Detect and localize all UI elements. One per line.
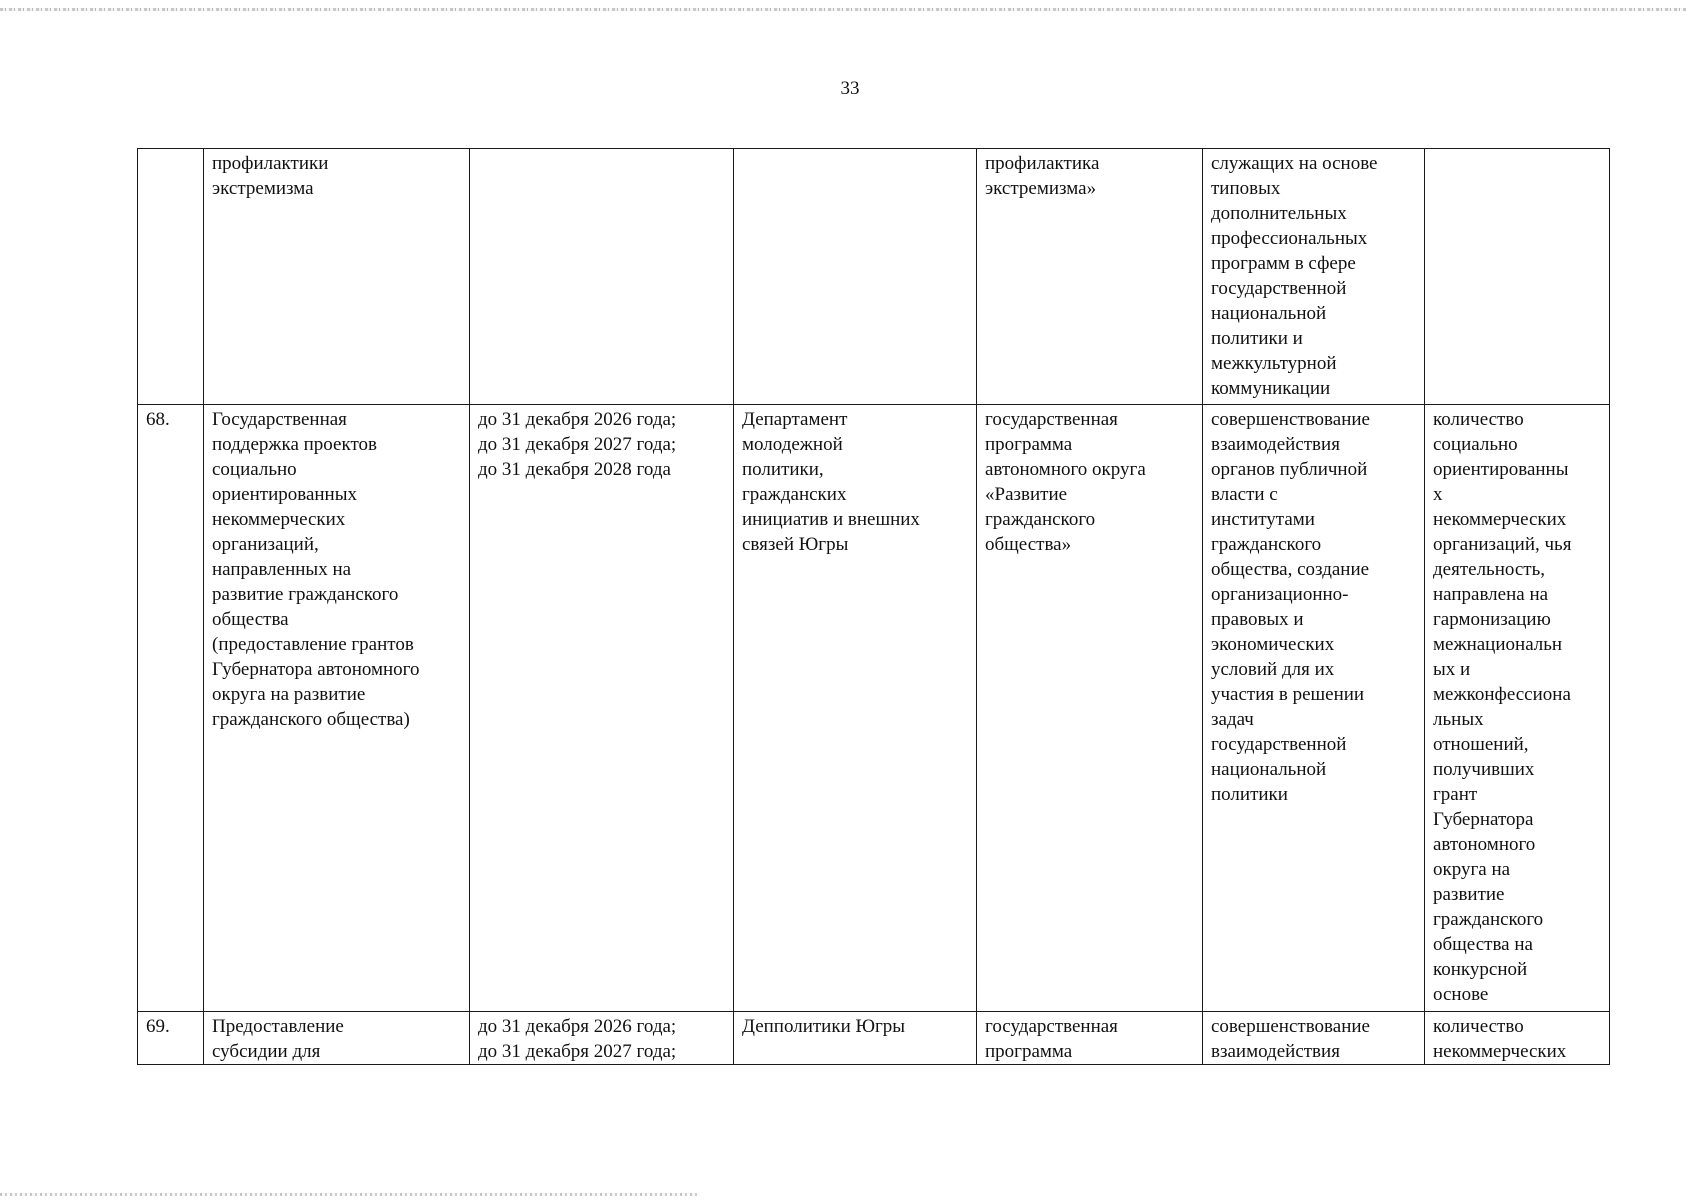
cell-line: профессиональных [1211,228,1368,249]
cell-line: общества, создание [1211,559,1370,580]
table-row [138,1012,1610,1065]
program-cell [977,1012,1203,1065]
cell-line: социально [1433,434,1518,455]
indicator-cell [1425,405,1610,1012]
cell-line: общества» [985,534,1072,555]
cell-line: типовых [1211,178,1281,199]
cell-line: совершенствование [1211,409,1370,430]
scan-edge-top [0,8,1686,11]
cell-line: деятельность, [1433,559,1546,580]
scan-edge-bottom [0,1193,700,1196]
cell-line: некоммерческих [1433,509,1567,530]
cell-line: общества [212,609,289,630]
cell-line: отношений, [1433,734,1529,755]
cell-line: правовых и [1211,609,1304,630]
cell-line: гражданского [1433,909,1544,930]
cell-line: социально [212,459,297,480]
cell-line: гражданского [1211,534,1322,555]
cell-line: экономических [1211,634,1335,655]
cell-line: ых и [1433,659,1471,680]
cell-line: программа [985,434,1073,455]
cell-line: Государственная [212,409,347,430]
cell-line: количество [1433,1016,1524,1037]
cell-line: конкурсной [1433,959,1528,980]
cell-line: субсидии для [212,1041,321,1062]
deadline-cell [470,1012,734,1065]
deadline-cell [470,405,734,1012]
cell-line: гражданского общества) [212,709,410,730]
cell-line: межконфессиона [1433,684,1571,705]
task-cell [1203,1012,1425,1065]
cell-line: программ в сфере [1211,253,1356,274]
cell-line: межнациональн [1433,634,1563,655]
cell-line: автономного округа [985,459,1146,480]
row-number-cell: 68. [138,405,204,1012]
cell-line: власти с [1211,484,1278,505]
row-number-cell: 69. [138,1012,204,1065]
cell-line: экстремизма [212,178,314,199]
task-cell [1203,405,1425,1012]
cell-line: условий для их [1211,659,1335,680]
cell-line: гармонизацию [1433,609,1551,630]
event-cell [204,405,470,1012]
cell-line: государственная [985,1016,1118,1037]
cell-line: направлена на [1433,584,1549,605]
cell-line: институтами [1211,509,1315,530]
cell-line: ориентированны [1433,459,1569,480]
page-number: 33 [840,78,860,99]
document-table [137,148,1610,1065]
cell-line: связей Югры [742,534,849,555]
cell-line: национальной [1211,759,1327,780]
event-cell [204,149,470,405]
indicator-cell [1425,149,1610,405]
cell-line: гражданского [985,509,1096,530]
cell-line: х [1433,484,1443,505]
cell-line: совершенствование [1211,1016,1370,1037]
cell-line: коммуникации [1211,378,1331,399]
cell-line: молодежной [742,434,843,455]
cell-line: направленных на [212,559,352,580]
cell-line: округа на [1433,859,1511,880]
cell-line: ориентированных [212,484,357,505]
indicator-cell [1425,1012,1610,1065]
cell-line: Предоставление [212,1016,344,1037]
cell-line: профилактика [985,153,1100,174]
cell-line: инициатив и внешних [742,509,920,530]
responsible-cell [734,405,977,1012]
cell-line: программа [985,1041,1073,1062]
cell-line: организаций, чья [1433,534,1572,555]
cell-line: организационно- [1211,584,1349,605]
cell-line: государственная [985,409,1118,430]
cell-line: задач [1211,709,1254,730]
cell-line: некоммерческих [212,509,346,530]
cell-line: округа на развитие [212,684,366,705]
cell-line: «Развитие [985,484,1068,505]
task-cell [1203,149,1425,405]
event-cell [204,1012,470,1065]
cell-line: профилактики [212,153,329,174]
cell-line: некоммерческих [1433,1041,1567,1062]
cell-line: взаимодействия [1211,434,1340,455]
cell-line: национальной [1211,303,1327,324]
cell-line: до 31 декабря 2026 года; [478,409,677,430]
cell-line: политики [1211,784,1288,805]
cell-line: гражданских [742,484,847,505]
cell-line: Губернатора [1433,809,1534,830]
responsible-cell [734,149,977,405]
cell-line: грант [1433,784,1478,805]
cell-line: общества на [1433,934,1533,955]
cell-line: автономного [1433,834,1536,855]
cell-line: количество [1433,409,1524,430]
cell-line: политики и [1211,328,1303,349]
program-cell [977,405,1203,1012]
table-row [138,149,1610,405]
cell-line: политики, [742,459,824,480]
cell-line: до 31 декабря 2028 года [478,459,671,480]
cell-line: основе [1433,984,1489,1005]
cell-line: экстремизма» [985,178,1097,199]
cell-line: Департамент [742,409,848,430]
cell-line: получивших [1433,759,1535,780]
cell-line: Депполитики Югры [742,1016,906,1037]
cell-line: до 31 декабря 2027 года; [478,434,677,455]
cell-line: организаций, [212,534,319,555]
row-number-cell [138,149,204,405]
cell-line: взаимодействия [1211,1041,1340,1062]
cell-line: Губернатора автономного [212,659,420,680]
cell-line: льных [1433,709,1484,730]
cell-line: государственной [1211,278,1347,299]
cell-line: служащих на основе [1211,153,1378,174]
cell-line: (предоставление грантов [212,634,414,655]
cell-line: до 31 декабря 2027 года; [478,1041,677,1062]
cell-line: развитие [1433,884,1505,905]
responsible-cell [734,1012,977,1065]
cell-line: участия в решении [1211,684,1365,705]
deadline-cell [470,149,734,405]
program-cell [977,149,1203,405]
cell-line: межкультурной [1211,353,1337,374]
table-row [138,405,1610,1012]
cell-line: поддержка проектов [212,434,377,455]
cell-line: развитие гражданского [212,584,399,605]
cell-line: до 31 декабря 2026 года; [478,1016,677,1037]
cell-line: дополнительных [1211,203,1347,224]
cell-line: органов публичной [1211,459,1368,480]
cell-line: государственной [1211,734,1347,755]
